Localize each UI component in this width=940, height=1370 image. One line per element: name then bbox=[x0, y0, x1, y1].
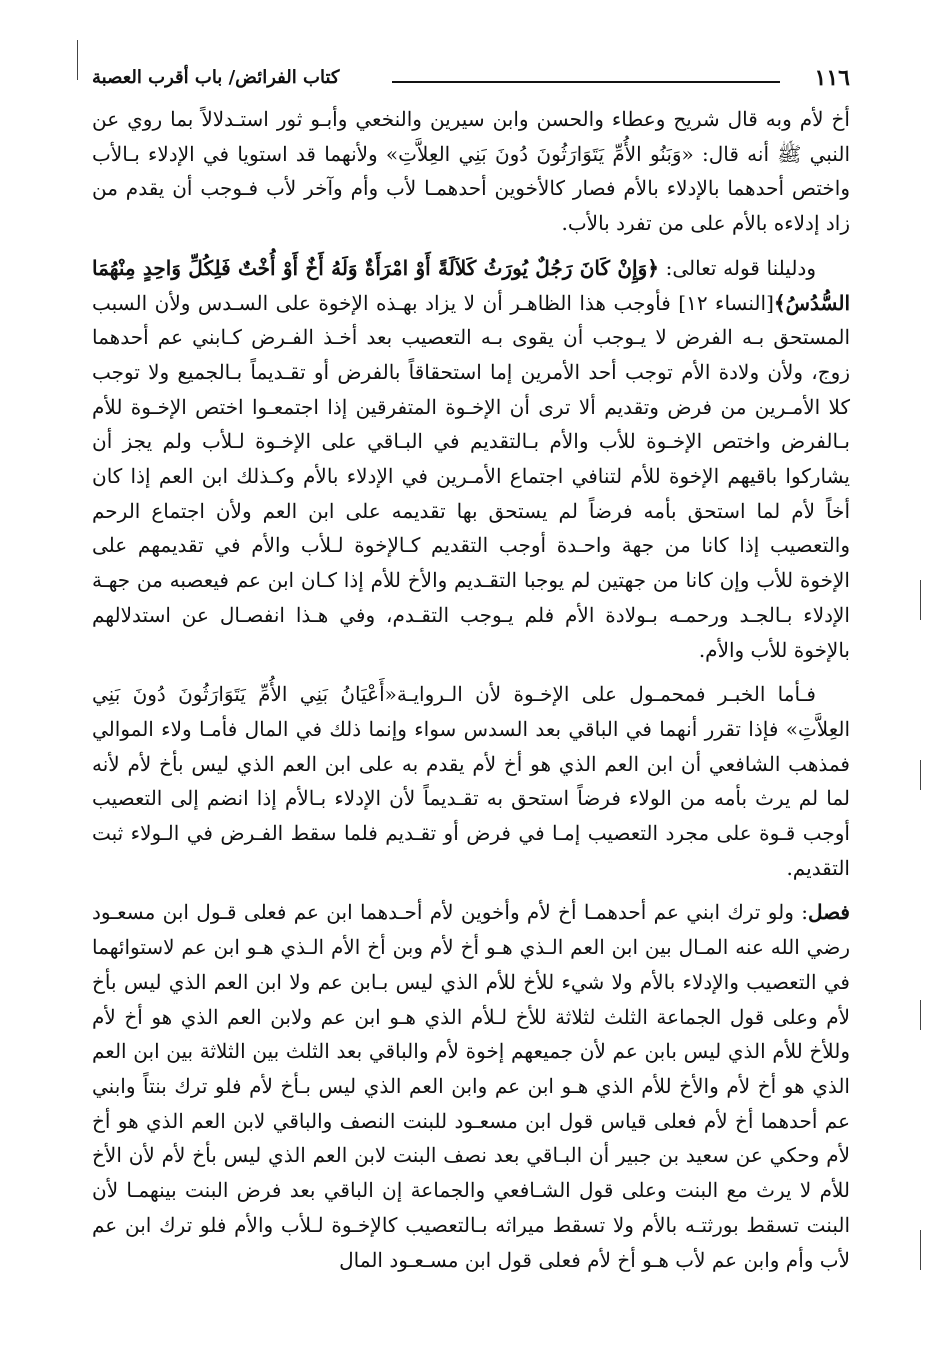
page-header bbox=[92, 64, 850, 94]
body-text bbox=[92, 102, 850, 1277]
margin-scan-mark bbox=[920, 1000, 921, 1030]
paragraph-4-text: : ولو ترك ابني عم أحدهمـا أخ لأم وأخوين لأم أحـدهما ابن عم فعلى قـول ابن مسعـود رضي الله عنه المـال بين ابن العم الـذي هـو أخ لأم وبن أخ الأم الـذي هـو ابن عم لاستوائهما في التعصيب والإدلاء بالأم ولا شيء للأخ للأم الذي ليس بـابن عم ولا ابن العم الذي ليس بأخ لأم وعلى قول الجماعة الثلث لثلاثة للأخ لـلأم الذي هـو ابن عم ولابن العم الذي هو أخ لأم وللأخ للأم الذي ليس بابن عم لأن جميعهم إخوة لأم والباقي بعد الثلث بين الثلاثة بين ابن العم الذي هو أخ لأم والأخ للأم الذي هـو ابن عم وابن العم الذي ليس بـأخ لأم فلو ترك بنتاً وابني عم أحدهما أخ لأم فعلى قياس قول ابن مسعـود للبنت النصف والباقي لابن العم الذي هو أخ لأم وحكي عن سعيد بن جبير أن البـاقي بعد نصف البنت لابن العم الذي ليس بأخ لأم لأن الأخ للأم لا يرث مع البنت وعلى قول الشـافعي والجماعة إن الباقي بعد فرض البنت بينهمـا لأن البنت تسقط بورثتـه بالأم ولا تسقط ميراثه بـالتعصيب كالإخـوة لـلأب والأم فلو ترك ابن عم لأب وأم وابن عم لأب هـو أخ لأم فعلى قول ابن مسـعـود المال bbox=[92, 900, 850, 1272]
paragraph-3 bbox=[92, 677, 850, 885]
running-title: كتاب الفرائض/ باب أقرب العصبة bbox=[92, 67, 340, 88]
paragraph-2-rest: [النساء ١٢] فأوجب هذا الظاهـر أن لا يزاد بهـذه الإخوة على السـدس ولأن السبب المستحق بـه الفرض لا يـوجب أن يقوى بـه التعصيب بعد أخـذ الفـرض كـابني عم أحدهما زوج، ولأن ولادة الأم توجب أحد الأمرين إما استحقاقاً بالفرض أو تقـديماً بـالجميع ولا توجب كلا الأمـرين من فرض وتقديم ألا ترى أن الإخـوة المتفرقين إذا اجتمعـوا اختص الإخـوة للأم بـالفرض واختص الإخـوة للأب والأم بـالتقديم في البـاقي على الإخـوة لـلأب ولم يجز أن يشاركوا باقيهم الإخوة للأم لتنافي اجتماع الأمـرين في الإدلاء بالأم وكـذلك ابن العم إذا كان أخاً لأم لما استحق بأمه فرضاً لم يستحق بها تقديمه على ابن العم ولأن اجتماع الرحم والتعصيب إذا كانا من جهة واحـدة أوجب التقديم كـالإخوة لـلأب والأم في تقديمهم على الإخوة للأب وإن كانا من جهتين لم يوجبا التقـديم والأخ للأم إذا كـان ابن عم فيعصبه من جهـة الإدلاء بـالجـد ورحمـه بـولادة الأم فلم يـوجب التقـدم، وفي هـذا انفصـال عن استدلالهم بالإخوة للأب والأم. bbox=[92, 290, 850, 662]
paragraph-3-intro: فـأما الخبـر فمحمـول على الإخـوة لأن الـروايـة bbox=[396, 682, 816, 707]
paragraph-1: أخ لأم وبه قال شريح وعطاء والحسن وابن سيرين والنخعي وأبـو ثور استـدلالاً بما روي عن النبي ﷺ أنه قال: «وَبَنُو الأُمِّ يَتَوَارَثُونَ دُونَ بَنِي العِلاَّتِ» ولأنهما قد استويا في الإدلاء بـالأب واختص أحدهما بالإدلاء بالأم فصار كالأخوين أحدهمـا لأب وأم وآخر لأب فـوجب أن يقدم من زاد إدلاءه بالأم على من تفرد بالأب. bbox=[92, 107, 850, 236]
paragraph-4 bbox=[92, 895, 850, 1277]
margin-scan-mark bbox=[77, 40, 78, 80]
hadith-quote: «أَعْيَانُ بَنِي الأُمِّ يَتَوَارَثُونَ دُونَ بَنِي العِلاَّتِ» bbox=[92, 682, 850, 741]
paragraph-2 bbox=[92, 251, 850, 667]
margin-scan-mark bbox=[920, 1230, 921, 1270]
header-rule bbox=[392, 81, 780, 83]
section-label: فصل bbox=[807, 900, 850, 925]
page-number: ١١٦ bbox=[814, 65, 850, 91]
paragraph-2-intro: ودليلنا قوله تعالى: bbox=[658, 255, 816, 280]
margin-scan-mark bbox=[920, 580, 921, 620]
paragraph-3-rest: فإذا تقرر أنهما في الباقي بعد السدس سواء وإنما ذلك في المال فأمـا ولاء الموالي فمذهب الشافعي أن ابن العم الذي هو أخ لأم يقدم به على ابن العم الذي ليس بأخ لأم لأنه لما لم يرث بأمه من الولاء فرضاً استحق به تقـديماً لأن الإدلاء بـالأم إذا انضم إلى التعصيب أوجب قـوة على مجرد التعصيب إمـا في فرض أو تقـديم فلما سقط الفـرض في الـولاء ثبت التقديم. bbox=[92, 716, 850, 880]
margin-scan-mark bbox=[920, 760, 921, 790]
quran-verse: ﴿وَإِنْ كَانَ رَجُلٌ يُورَثُ كَلاَلَةً أَوْ امْرَأَةٌ وَلَهُ أَخٌ أَوْ أُخْتٌ فَلِكُلِّ وَاحِدٍ مِنْهُمَا السُّدُسُ﴾ bbox=[92, 255, 851, 315]
